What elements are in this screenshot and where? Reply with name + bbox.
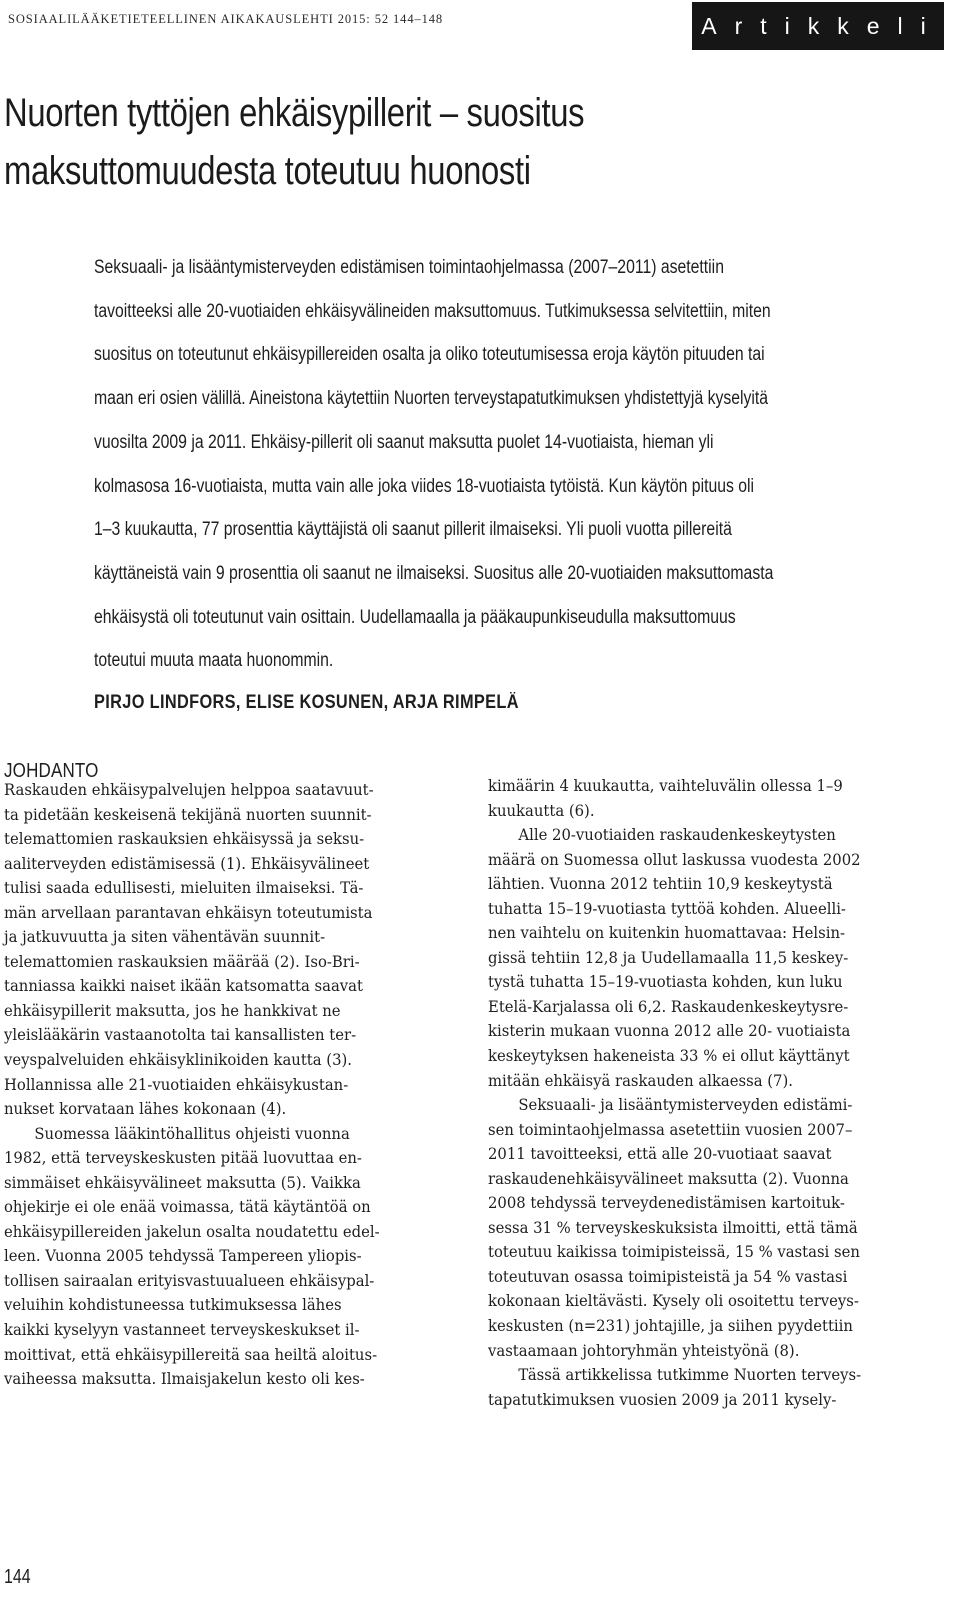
body-line: tulisi saada edullisesti, mieluiten ilmaiseksi. Tä- <box>4 879 364 898</box>
body-line: tapatutkimuksen vuosien 2009 ja 2011 kysely- <box>488 1390 837 1409</box>
body-line: keskeytyksen hakeneista 33 % ei ollut käyttänyt <box>488 1047 850 1066</box>
body-line: Suomessa lääkintöhallitus ohjeisti vuonna <box>34 1124 350 1143</box>
body-line: nen vaihtelu on kuitenkin huomattavaa: Helsin- <box>488 924 846 943</box>
body-line: veyspalveluiden ehkäisyklinikoiden kautta (3). <box>4 1051 352 1070</box>
abstract-line: suositus on toteutunut ehkäisypillereiden osalta ja oliko toteutumisessa eroja käytön pituuden tai <box>94 344 765 366</box>
body-line: ehkäisypillereiden jakelun osalta noudatettu edel- <box>4 1222 380 1241</box>
body-line: kokonaan kieltävästi. Kysely oli osoitettu terveys- <box>488 1292 859 1311</box>
body-line: Alle 20-vuotiaiden raskaudenkeskeytysten <box>518 826 836 845</box>
body-line: Raskauden ehkäisypalvelujen helppoa saatavuut- <box>4 781 374 799</box>
body-line: gissä tehtiin 12,8 ja Uudellamaalla 11,5 keskey- <box>488 948 849 967</box>
body-line: yleislääkärin vastaanotolta tai kansallisten ter- <box>4 1026 357 1045</box>
abstract-line: toteutui muuta maata huonommin. <box>94 650 334 672</box>
abstract-line: tavoitteeksi alle 20-vuotiaiden ehkäisyvälineiden maksuttomuus. Tutkimuksessa selvitettiin, miten <box>94 300 771 322</box>
abstract-line: käyttäneistä vain 9 prosenttia oli saanut ne ilmaiseksi. Suositus alle 20-vuotiaiden maksuttomasta <box>94 562 774 584</box>
body-line: telemattomien raskauksien ehkäisyssä ja seksu- <box>4 830 365 849</box>
abstract-line: maan eri osien välillä. Aineistona käytettiin Nuorten terveystapatutkimuksen yhdistettyjä kyselyitä <box>94 388 769 410</box>
author-list: PIRJO LINDFORS, ELISE KOSUNEN, ARJA RIMPELÄ <box>94 692 519 713</box>
abstract-line: 1–3 kuukautta, 77 prosenttia käyttäjistä oli saanut pillerit ilmaiseksi. Yli puoli vuotta pillereitä <box>94 519 732 541</box>
body-line: toteutuu kaikissa toimipisteissä, 15 % vastasi sen <box>488 1243 860 1262</box>
body-line: kisterin mukaan vuonna 2012 alle 20- vuotiaista <box>488 1022 851 1041</box>
body-line: sessa 31 % terveyskeskuksista ilmoitti, että tämä <box>488 1218 858 1237</box>
body-line: moittivat, että ehkäisypillereitä saa heiltä aloitus- <box>4 1345 378 1364</box>
body-line: 2011 tavoitteeksi, että alle 20-vuotiaat saavat <box>488 1145 832 1164</box>
abstract <box>94 246 950 683</box>
body-line: 2008 tehdyssä terveydenedistämisen kartoituk- <box>488 1194 845 1213</box>
body-line: ta pidetään keskeisenä tekijänä nuorten suunnit- <box>4 805 372 824</box>
title-line: Nuorten tyttöjen ehkäisypillerit – suositus <box>4 91 585 135</box>
body-line: määrä on Suomessa ollut laskussa vuodesta 2002 <box>488 850 861 869</box>
body-line: män arvellaan parantavan ehkäisyn toteutumista <box>4 903 373 922</box>
section-label: Artikkeli <box>692 2 944 50</box>
body-line: tanniassa kaikki naiset ikään katsomatta saavat <box>4 977 363 996</box>
body-line: vaiheessa maksutta. Ilmaisjakelun kesto oli kes- <box>4 1370 365 1389</box>
body-line: kuukautta (6). <box>488 801 595 820</box>
abstract-line: ehkäisystä oli toteutunut vain osittain. Uudellamaalla ja pääkaupunkiseudulla maksuttomuus <box>94 606 736 628</box>
body-line: tystä tuhatta 15–19-vuotiasta kohden, kun luku <box>488 973 843 992</box>
body-line: simmäiset ehkäisyvälineet maksutta (5). Vaikka <box>4 1173 361 1192</box>
body-line: veluihin kohdistuneessa tutkimuksessa lähes <box>4 1296 342 1315</box>
body-line: Tässä artikkelissa tutkimme Nuorten terveys- <box>518 1366 862 1385</box>
title-line: maksuttomuudesta toteutuu huonosti <box>4 149 531 193</box>
abstract-line: Seksuaali- ja lisääntymisterveyden edistämisen toimintaohjelmassa (2007–2011) asetettiin <box>94 257 724 278</box>
body-line: toteutuvan osassa toimipisteistä ja 54 % vastasi <box>488 1267 848 1286</box>
body-line: 1982, että terveyskeskusten pitää luovuttaa en- <box>4 1149 362 1168</box>
body-line: ja jatkuvuutta ja siten vähentävän suunnit- <box>4 928 326 947</box>
body-column-left <box>4 778 456 1392</box>
body-line: raskaudenehkäisyvälineet maksutta (2). Vuonna <box>488 1169 849 1188</box>
body-line: telemattomien raskauksien määrää (2). Iso-Bri- <box>4 952 360 971</box>
body-line: leen. Vuonna 2005 tehdyssä Tampereen yliopis- <box>4 1247 362 1266</box>
body-line: mitään ehkäisyä raskauden alkaessa (7). <box>488 1071 793 1090</box>
body-line: keskusten (n=231) johtajille, ja siihen pyydettiin <box>488 1317 853 1336</box>
article-title <box>4 84 767 200</box>
page-number: 144 <box>4 1566 31 1588</box>
section-heading: JOHDANTO <box>4 760 99 782</box>
abstract-line: vuosilta 2009 ja 2011. Ehkäisy-pillerit oli saanut maksutta puolet 14-vuotiaista, hieman yli <box>94 431 714 453</box>
journal-citation: SOSIAALILÄÄKETIETEELLINEN AIKAKAUSLEHTI 2015: 52 144–148 <box>8 12 444 26</box>
body-line: tuhatta 15–19-vuotiasta tyttöä kohden. Alueelli- <box>488 899 846 918</box>
body-column-right <box>488 774 940 1412</box>
body-line: vastaamaan johtoryhmän yhteistyönä (8). <box>488 1341 800 1360</box>
body-line: tollisen sairaalan erityisvastuualueen ehkäisypal- <box>4 1271 375 1290</box>
body-line: Etelä-Karjalassa oli 6,2. Raskaudenkeskeytysre- <box>488 997 849 1016</box>
body-line: Seksuaali- ja lisääntymisterveyden edistämi- <box>518 1096 853 1115</box>
body-line: aaliterveyden edistämisessä (1). Ehkäisyvälineet <box>4 854 370 873</box>
body-line: nukset korvataan lähes kokonaan (4). <box>4 1100 287 1119</box>
body-line: Hollannissa alle 21-vuotiaiden ehkäisykustan- <box>4 1075 349 1094</box>
body-line: lähtien. Vuonna 2012 tehtiin 10,9 keskeytystä <box>488 875 833 894</box>
body-line: ehkäisypillerit maksutta, jos he hankkivat ne <box>4 1001 341 1020</box>
body-line: ohjekirje ei ole enää voimassa, tätä käytäntöä on <box>4 1198 371 1217</box>
body-line: kaikki kyselyyn vastanneet terveyskeskukset il- <box>4 1321 360 1340</box>
body-line: kimäärin 4 kuukautta, vaihteluvälin ollessa 1–9 <box>488 777 843 795</box>
abstract-line: kolmasosa 16-vuotiaista, mutta vain alle joka viides 18-vuotiaista tytöistä. Kun käytön pituus oli <box>94 475 755 497</box>
body-line: sen toimintaohjelmassa asetettiin vuosien 2007– <box>488 1120 853 1139</box>
